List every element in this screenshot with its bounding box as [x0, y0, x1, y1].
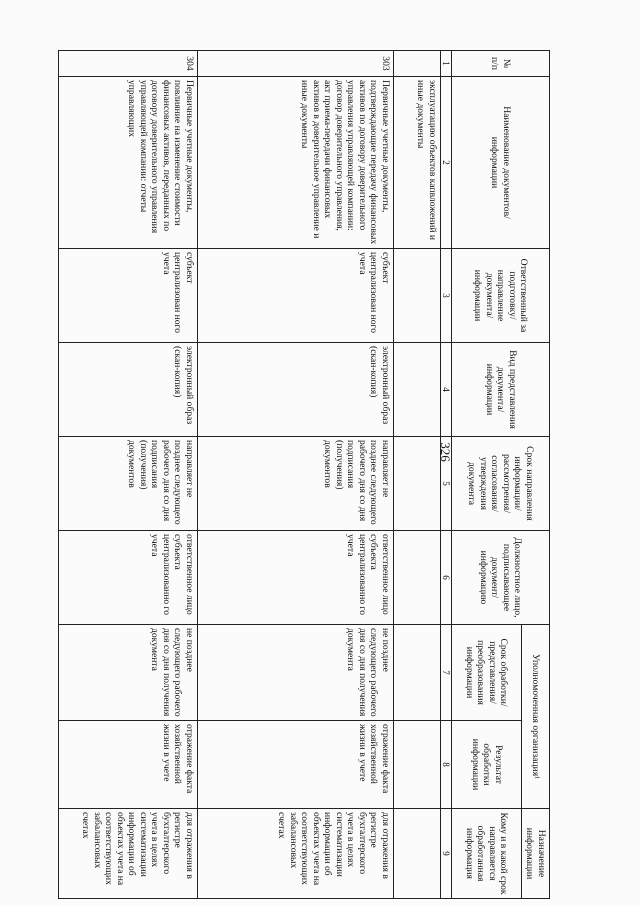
table-row-continuation [394, 51, 441, 899]
row-number: 304 [59, 51, 198, 77]
column-number: 7 [441, 625, 452, 721]
column-number: 3 [441, 249, 452, 343]
header-number: № п/п [452, 51, 550, 77]
submission-term: направляет не позднее следующего рабочего дня со дня подписания (получения) документов [59, 437, 198, 531]
column-number: 4 [441, 343, 452, 437]
column-number: 8 [441, 721, 452, 809]
processing-result: отражение факта хозяйственной жизни в учете [198, 721, 394, 809]
recipient-purpose: для отражения в регистре бухгалтерского учета в целях систематизации информации об объектах учета на соответствующих забалансовых счетах [59, 809, 198, 899]
header-authorized-org: Уполномоченная организация¹ [522, 625, 550, 809]
header-form: Вид представления документа/ информации [452, 343, 550, 437]
responsible: субъект централизован ного учета [198, 249, 394, 343]
header-document-name: Наименование документов/ информации [452, 77, 550, 249]
table-row [59, 51, 198, 899]
header-term: Срок направления информации/ рассмотрения/ согласования/ утверждения документа [452, 437, 550, 531]
header-purpose-group: Назначение информации [522, 809, 550, 899]
signing-official: ответственное лицо субъекта централизованно го учета [59, 531, 198, 625]
header-processing-term: Срок обработки/ представления/ преобразования информации [452, 625, 522, 721]
header-responsible: Ответственный за подготовку/ направление документа/ информации [452, 249, 550, 343]
column-number: 2 [441, 77, 452, 249]
row-number: 303 [198, 51, 394, 77]
processing-term: не позднее следующего рабочего дня со дня получения документа [198, 625, 394, 721]
responsible: субъект централизован ного учета [59, 249, 198, 343]
signing-official: ответственное лицо субъекта централизованно го учета [198, 531, 394, 625]
representation-form: электронный образ (скан-копия) [59, 343, 198, 437]
header-recipient: Кому и в какой срок направляется обработанная информация [452, 809, 522, 899]
continuation-text: эксплуатацию объектов капвложений и иные документы [394, 77, 441, 249]
table-row [198, 51, 394, 899]
document-name: Первичные учетные документы, подтверждающие передачу финансовых активов по договору доверительного управления управляющей компании: договор доверительного управления, акт приема-передачи финансовых активов в доверительное управление и иные документы [198, 77, 394, 249]
processing-result: отражение факта хозяйственной жизни в учете [59, 721, 198, 809]
document-name: Первичные учетные документы, повлияние на изменение стоимости финансовых активов, переданных по договору доверительного управления управляющей компании: отчеты управляющих [59, 77, 198, 249]
column-number: 9 [441, 809, 452, 899]
recipient-purpose: для отражения в регистре бухгалтерского учета в целях систематизации информации об объектах учета на соответствующих забалансовых счетах [198, 809, 394, 899]
page-number: 326 [438, 442, 453, 462]
rotated-table-wrapper [58, 50, 550, 898]
header-official: Должностное лицо, подписывающее документ/ информацию [452, 531, 550, 625]
processing-term: не позднее следующего рабочего дня со дня получения документа [59, 625, 198, 721]
data-table [58, 50, 550, 899]
column-number-row [441, 51, 452, 899]
column-number: 5 [441, 437, 452, 531]
column-number: 1 [441, 51, 452, 77]
column-number: 6 [441, 531, 452, 625]
header-processing-result: Результат обработки информации [452, 721, 522, 809]
representation-form: электронный образ (скан-копия) [198, 343, 394, 437]
submission-term: направляет не позднее следующего рабочего дня со дня подписания (получения) документов [198, 437, 394, 531]
